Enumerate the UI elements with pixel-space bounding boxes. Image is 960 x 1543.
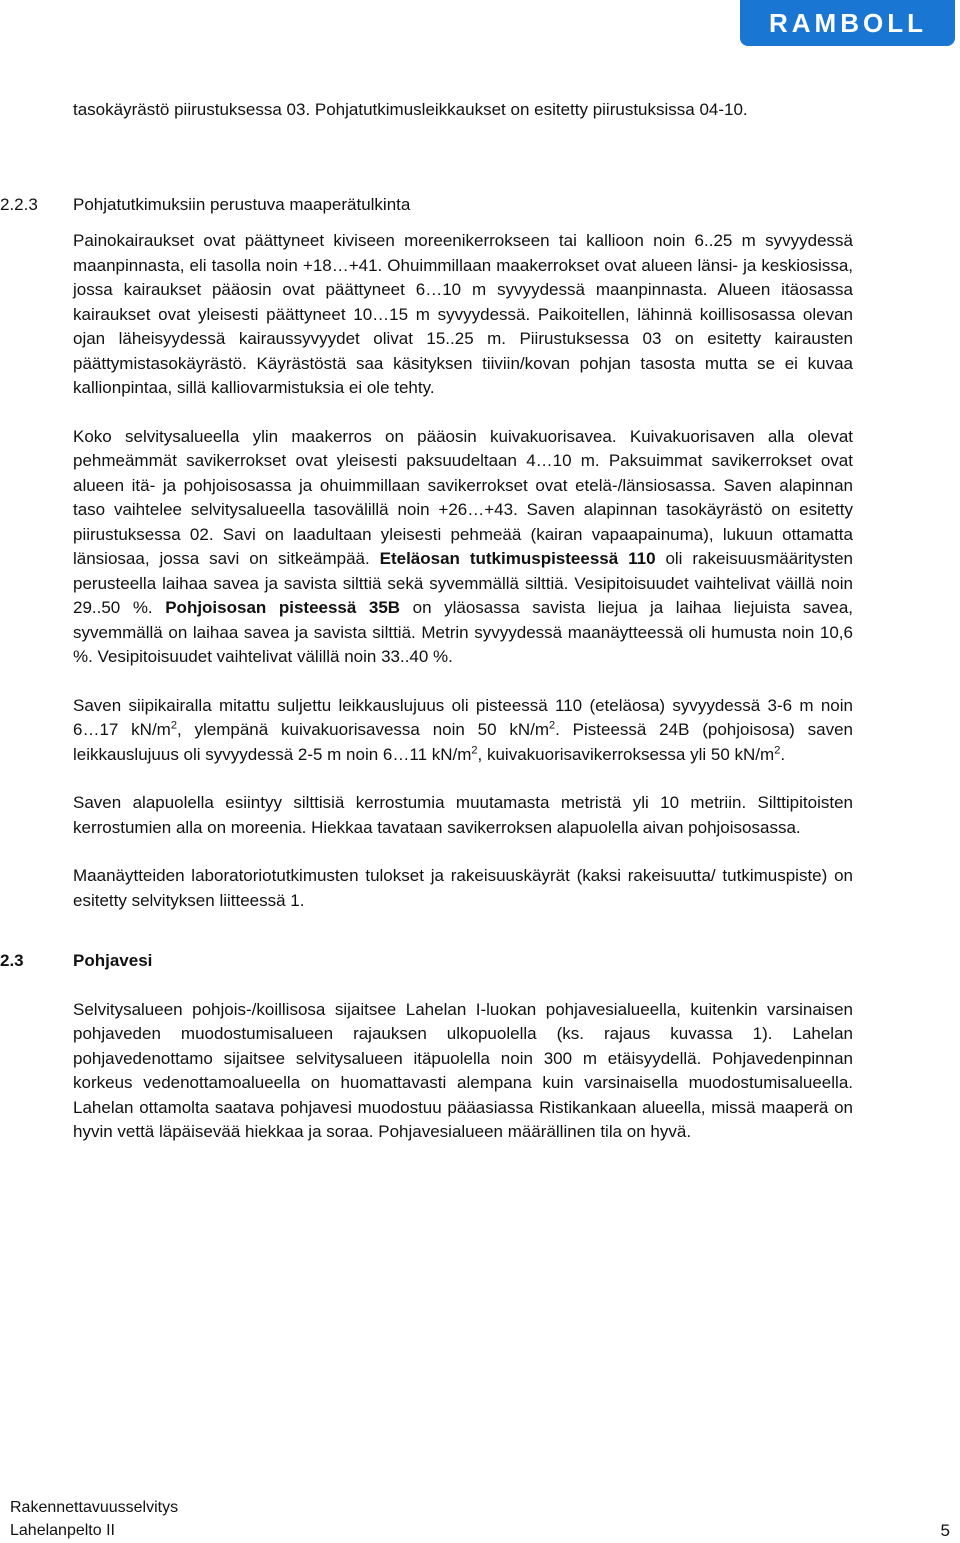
- section-heading-2-3: [0, 949, 853, 974]
- ramboll-logo: [740, 0, 955, 46]
- text-span: oli rakeisuusmääritysten perusteella laihaa savea ja savista silttiä sekä syvemmällä silttiä. Vesipitoisuudet vaihtelivat väillä noin 29..50 %.: [73, 549, 853, 617]
- text-span: . Pisteessä 24B (pohjoisosa) saven leikkauslujuus oli syvyydessä 2-5 m noin 6…11 kN/m: [73, 720, 853, 764]
- paragraph-kairaukset: Painokairaukset ovat päättyneet kiviseen moreenikerrokseen tai kallioon noin 6..25 m syvyydessä maanpinnasta, eli tasolla noin +18…+41. Ohuimmillaan maakerrokset ovat alueen länsi- ja keskiosissa, jossa kairaukset pääosin ovat päättyneet 6…10 m syvyydessä maanpinnasta. Alueen itäosassa kairaukset ovat yleisesti päättyneet 10…15 m syvyydessä. Paikoitellen, lähinnä koillisosassa olevan ojan läheisyydessä kairaussyvyydet olivat 15..25 m. Piirustuksessa 03 on esitetty kairausten päättymistasokäyrästö. Käyrästöstä saa käsityksen tiiviin/kovan pohjan tasosta mutta se ei kuvaa kallionpintaa, sillä kalliovarmistuksia ei ole tehty.: [73, 231, 853, 397]
- text-span: Saven siipikairalla mitattu suljettu leikkauslujuus oli pisteessä 110 (eteläosa) syvyydessä 3-6 m noin 6…17 kN/m: [73, 695, 853, 739]
- section-heading-2-2-3: [0, 193, 853, 218]
- text-span: on yläosassa savista liejua ja laihaa liejuista savea, syvemmällä on laihaa savea ja savista silttiä. Metrin syvyydessä maanäytteessä oli humusta noin 10,6 %. Vesipitoisuudet vaihtelivat välillä noin 33..40 %.: [73, 598, 853, 666]
- text-span: Koko selvitysalueella ylin maakerros on pääosin kuivakuorisavea. Kuivakuorisaven alla olevat pehmeämmät savikerrokset ovat yleisesti paksuudeltaan 4…10 m. Paksuimmat savikerrokset ovat alueen itä- ja pohjoisosassa ja ohuimmillaan savikerrokset ovat etelä-/länsiosassa. Saven alapinnan taso vaihtelee selvitysalueella tasovälillä noin +26…+43. Saven alapinnan tasokäyrästö on esitetty piirustuksessa 02. Savi on laadultaan yleisesti pehmeää (kairan vapaapainuma), lukuun ottamatta länsiosaa, jossa savi on sitkeämpää.: [73, 426, 853, 568]
- section-title: Pohjatutkimuksiin perustuva maaperätulkinta: [73, 194, 411, 214]
- superscript: 2: [170, 719, 177, 732]
- svg-text:RAMBOLL: RAMBOLL: [768, 8, 927, 38]
- paragraph-maakerros: [73, 425, 853, 670]
- footer-project-name: Lahelanpelto II: [10, 1522, 115, 1539]
- document-body: [0, 98, 853, 1145]
- paragraph-pohjavesi: Selvitysalueen pohjois-/koillisosa sijaitsee Lahelan I-luokan pohjavesialueella, kuitenkin varsinaisen pohjaveden muodostumisalueen rajauksen ulkopuolella (ks. rajaus kuvassa 1). Lahelan pohjavedenottamo sijaitsee selvitysalueen itäpuolella noin 300 m etäisyydellä. Pohjavedenpinnan korkeus vedenottamoalueella on huomattavasti alempana kuin varsinaisella muodostumisalueella. Lahelan ottamolta saatava pohjavesi muodostuu pääasiassa Ristikankaan alueella, missä maaperä on hyvin vettä läpäisevää hiekkaa ja soraa. Pohjavesialueen määrällinen tila on hyvä.: [73, 999, 853, 1141]
- text-span: .: [780, 744, 786, 764]
- superscript: 2: [774, 743, 781, 756]
- page-footer: [10, 1496, 950, 1542]
- paragraph-laboratorio: Maanäytteiden laboratoriotutkimusten tulokset ja rakeisuuskäyrät (kaksi rakeisuutta/ tutkimuspiste) on esitetty selvityksen liitteessä 1.: [73, 866, 853, 910]
- bold-term: Pohjoisosan pisteessä 35B: [165, 598, 401, 617]
- ramboll-logo-wordmark: [753, 8, 943, 38]
- paragraph-leikkauslujuus: [73, 694, 853, 768]
- superscript: 2: [471, 743, 478, 756]
- section-number: 2.3: [0, 951, 24, 970]
- text-span: , ylempänä kuivakuorisavessa noin 50 kN/m: [176, 720, 550, 739]
- bold-term: Eteläosan tutkimuspisteessä 110: [379, 549, 656, 568]
- section-title: Pohjavesi: [73, 951, 153, 970]
- page-number: 5: [940, 1521, 950, 1540]
- footer-report-title: Rakennettavuusselvitys: [10, 1499, 179, 1516]
- intro-paragraph: tasokäyrästö piirustuksessa 03. Pohjatutkimusleikkaukset on esitetty piirustuksissa 04-10.: [73, 100, 748, 119]
- text-span: , kuivakuorisavikerroksessa yli 50 kN/m: [477, 744, 775, 764]
- superscript: 2: [549, 719, 556, 732]
- section-number: 2.2.3: [0, 194, 38, 214]
- paragraph-siltti: Saven alapuolella esiintyy silttisiä kerrostumia muutamasta metristä yli 10 metriin. Silttipitoisten kerrostumien alla on moreenia. Hiekkaa tavataan savikerroksen alapuolella aivan pohjoisosassa.: [73, 793, 853, 837]
